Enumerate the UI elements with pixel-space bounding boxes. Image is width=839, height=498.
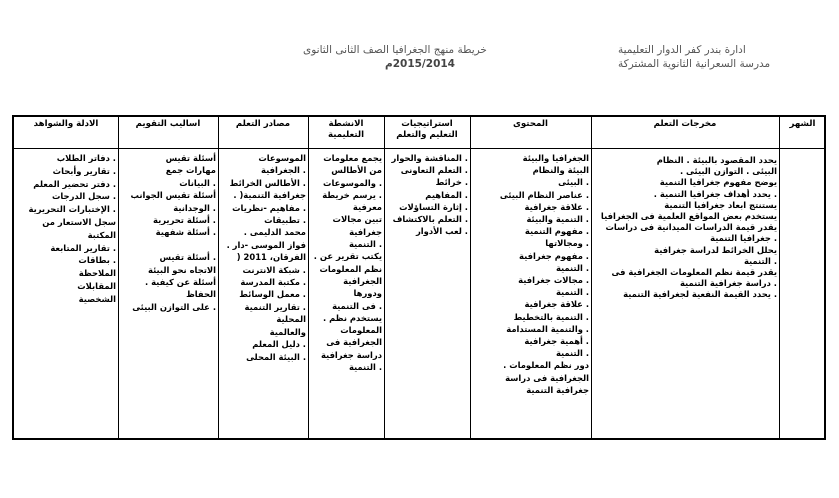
cell-line: . خرائط <box>435 177 468 188</box>
cell-line: . ومجالاتها <box>545 238 589 249</box>
cell-line: المقابلات <box>77 280 116 291</box>
cell-line: . تقارير المتابعة <box>50 242 116 253</box>
cell-line: فواز الموسى -دار . <box>226 239 306 250</box>
cell-line: جغرافية التنمية <box>526 384 589 395</box>
cell-evaluation <box>120 152 216 313</box>
header-admin: ادارة بندر كفر الدوار التعليمية <box>618 44 746 56</box>
cell-line: البيئى . التوازن البيئى . <box>679 166 777 177</box>
cell-line: . والموسوعات <box>323 177 382 188</box>
cell-line: . دراسة جغرافية التنمية <box>679 278 777 289</box>
cell-line: . التعلم بالاكتشاف <box>392 214 468 225</box>
cell-sources <box>220 152 306 363</box>
cell-line: . مكتبة المدرسة <box>240 277 306 288</box>
cell-line: الجغرافية فى دراسة <box>505 372 589 383</box>
cell-content <box>472 152 589 396</box>
cell-line: الملاحظة <box>78 268 116 279</box>
cell-line: . سجل الدرجات <box>51 191 116 202</box>
cell-line: . مفهوم جغرافية <box>519 250 589 261</box>
cell-line: . بطاقات <box>78 255 116 266</box>
cell-line: . التنمية والبيئة <box>526 214 589 225</box>
cell-line: يجمع معلومات <box>323 153 382 163</box>
col-header-content: المحتوى <box>513 119 548 129</box>
header-year: 2015/2014م <box>385 58 455 70</box>
cell-line: مهارات جمع <box>165 165 216 176</box>
cell-line: . دفاتر الطلاب <box>56 153 116 163</box>
cell-line: المكتبة <box>87 229 116 240</box>
cell-line: . لعب الأدوار <box>415 226 468 237</box>
cell-line: . مفهوم التنمية <box>524 226 589 237</box>
cell-line: نظم المعلومات <box>319 263 382 274</box>
cell-line: . التنمية <box>348 239 382 250</box>
cell-line: يستخدم نظم . <box>323 312 382 323</box>
cell-line: . البيانات <box>179 177 216 188</box>
cell-line: يستنتج ابعاد جغرافيا التنمية <box>664 199 777 210</box>
cell-line: . يحدد القيمة النفعية لجغرافية التنمية <box>623 289 777 300</box>
cell-line: . أسئلة شفهية <box>155 227 216 238</box>
cell-line: المحلية <box>276 314 306 325</box>
cell-line: الحفاظ <box>186 289 216 300</box>
cell-line: . علاقة جغرافية <box>524 201 589 212</box>
cell-strategies <box>386 152 468 237</box>
cell-line <box>120 239 216 251</box>
cell-line: . عناصر النظام البيئى <box>499 189 589 200</box>
cell-line: . جغرافيا التنمية <box>710 233 777 244</box>
cell-line: . شبكة الانترنت <box>242 264 306 275</box>
cell-line: . الوجدانية <box>173 202 216 213</box>
cell-line: . التنمية <box>555 262 589 273</box>
cell-line: . أسئلة تقيس <box>159 252 216 263</box>
cell-line: . مفاهيم -نظريات <box>232 202 306 213</box>
cell-line: سجل الاستعار من <box>42 216 116 227</box>
cell-line: . علاقة جغرافية <box>524 299 589 310</box>
col-header-sources: مصادر التعلم <box>235 119 291 129</box>
cell-line: . يرسم خريطة <box>322 189 382 200</box>
cell-line: الفرقان، 2011 ( <box>236 252 306 263</box>
cell-line: دور نظم المعلومات . <box>503 360 589 371</box>
cell-line: أسئلة تقيس <box>165 153 216 163</box>
cell-line: . أهمية جغرافية <box>524 336 589 347</box>
cell-line: أسئلة تقيس الجوانب <box>130 190 216 201</box>
cell-line: . تقارير التنمية <box>244 301 306 312</box>
cell-line: . التنمية <box>743 255 777 266</box>
cell-outcomes <box>593 155 777 301</box>
cell-line: يحلل الخرائط لدراسة جغرافية <box>654 244 777 255</box>
cell-line: يوضح مفهوم جغرافيا التنمية <box>659 177 777 188</box>
cell-line: . مجالات جغرافية <box>518 275 589 286</box>
cell-line: من الأطالس <box>331 165 382 176</box>
cell-line: أسئلة عن كيفية . <box>144 277 216 288</box>
cell-line: . دفتر تحضير المعلم <box>33 178 116 189</box>
cell-line: البيئة والنظام <box>532 165 589 176</box>
cell-line: . البيئى <box>558 177 589 188</box>
cell-line: . تطبيقات <box>264 215 306 226</box>
col-header-month: الشهر <box>789 119 816 129</box>
cell-line: الموسوعات <box>258 153 306 163</box>
cell-line: الجغرافية <box>343 275 382 286</box>
cell-line: . التنمية <box>555 348 589 359</box>
cell-line: . الأطالس الخرائط <box>229 177 306 188</box>
cell-line: . التعلم التعاونى <box>400 165 468 176</box>
cell-line: جغرافية <box>349 226 382 237</box>
col-header-evidence: الادلة والشواهد <box>33 119 99 129</box>
cell-line: . التنمية بالتخطيط <box>513 311 589 322</box>
cell-line: يستخدم بعض المواقع العلمية فى الجغرافيا <box>600 211 777 222</box>
cell-line: معرفية <box>352 202 382 213</box>
header-title: خريطة منهج الجغرافيا الصف الثانى الثانوى <box>303 44 487 56</box>
cell-line: . يحدد أهداف جغرافيا التنمية . <box>653 188 777 199</box>
col-header-evaluation: اساليب التقويم <box>135 119 201 129</box>
cell-line: . فى التنمية <box>332 300 382 311</box>
cell-line: يقدر قيمة الدراسات الميدانية فى دراسات <box>605 222 777 233</box>
cell-line: دراسة جغرافية <box>320 349 382 360</box>
col-header-strategies: استراتيجيات التعليم والتعلم <box>396 119 458 140</box>
cell-line: المعلومات <box>340 325 382 336</box>
cell-line: يكتب تقرير عن . <box>313 251 382 262</box>
cell-line: الجغرافيا والبيئة <box>522 153 589 163</box>
cell-line: . إثارة التساؤلات <box>399 201 468 212</box>
cell-line: . التنمية <box>555 287 589 298</box>
col-header-outcomes: مخرجات التعلم <box>653 119 717 129</box>
cell-line: تبين مجالات <box>332 214 382 225</box>
cell-line: يحدد المقصود بالبيئة . النظام <box>656 155 777 165</box>
cell-line: والعالمية <box>269 326 306 337</box>
cell-line: . البيئة المحلى <box>246 351 306 362</box>
col-header-activities: الانشطة التعليمية <box>327 119 365 140</box>
cell-line: . التنمية <box>348 362 382 373</box>
cell-line: يقدر قيمة نظم المعلومات الجغرافية فى <box>611 267 777 278</box>
cell-line: . المفاهيم <box>425 189 468 200</box>
cell-line: . معمل الوسائط <box>239 289 306 300</box>
cell-line: . المناقشة والحوار <box>391 153 468 163</box>
cell-evidence <box>18 152 116 306</box>
cell-line: ودورها <box>353 288 382 299</box>
cell-line: . دليل المعلم <box>252 339 306 350</box>
cell-line: جغرافية التنمية( . <box>233 190 306 201</box>
cell-activities <box>310 152 382 373</box>
cell-line: . أسئلة تحريرية <box>152 215 216 226</box>
curriculum-table <box>12 115 826 440</box>
cell-line: . على التوازن البيئى <box>132 301 216 312</box>
header-school: مدرسة السعرانية الثانوية المشتركة <box>618 58 771 70</box>
cell-line: . والتنمية المستدامة <box>506 323 589 334</box>
cell-line: الاتجاه نحو البيئة <box>148 264 216 275</box>
cell-line: محمد الدليمى . <box>243 227 306 238</box>
cell-line: . الجغرافية <box>261 165 306 176</box>
cell-line: الجغرافية فى <box>326 337 382 348</box>
cell-line: . الإختبارات التحريرية <box>28 204 116 215</box>
cell-line: . تقارير وأبحاث <box>52 165 116 176</box>
cell-line: الشخصية <box>78 293 116 304</box>
